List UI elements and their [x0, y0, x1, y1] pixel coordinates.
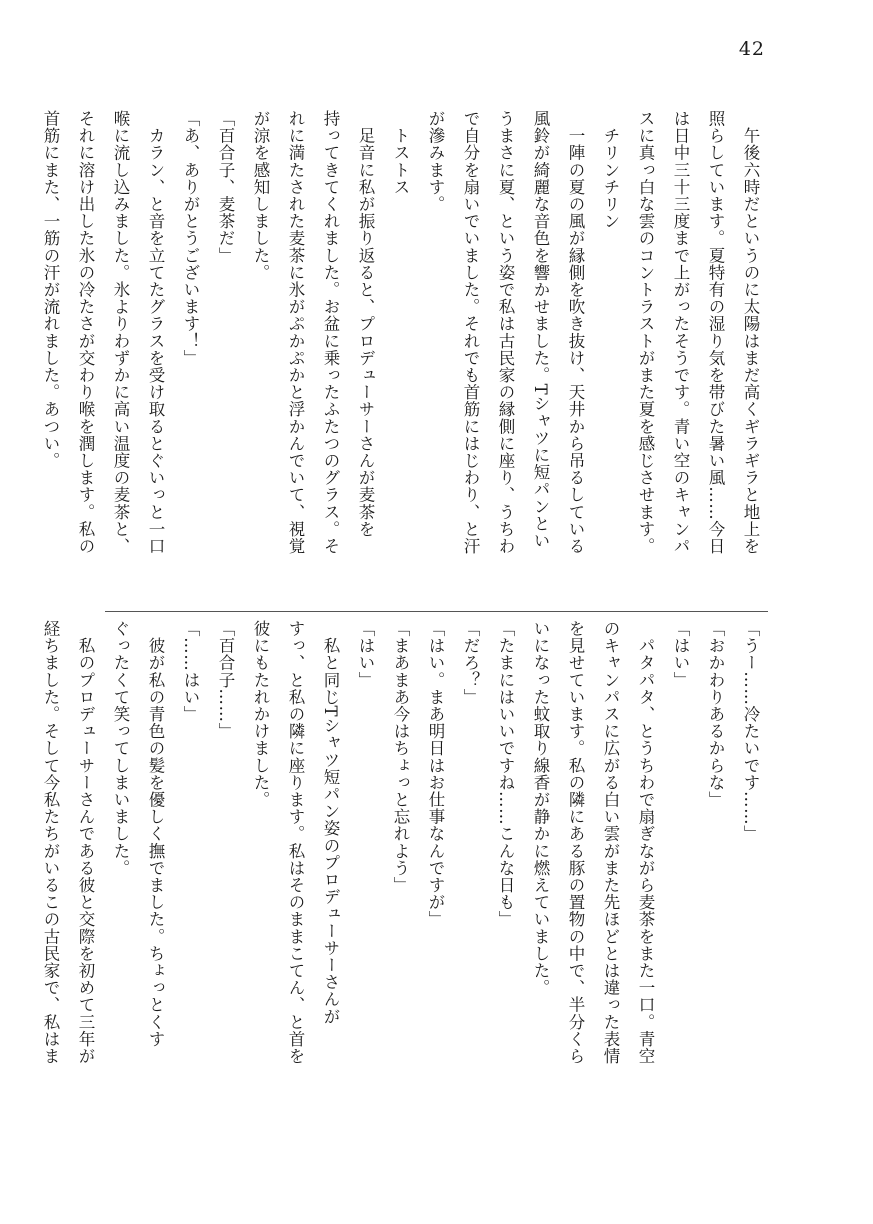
text-line: が涼を感知しました。: [251, 110, 270, 281]
text-line: 「まあまあ今はちょっと忘れよう」: [391, 620, 410, 894]
text-line: 「うー……冷たいです……」: [741, 620, 760, 843]
page-number: 42: [738, 38, 765, 60]
text-line: 経ちました。そして今私たちがいるこの古民家で、私はま: [41, 620, 60, 1065]
text-line: 喉に流し込みました。氷よりわずかに高い温度の麦茶と、: [111, 110, 130, 555]
text-line: 足音に私が振り返ると、プロデューサーさんが麦茶を: [356, 110, 375, 538]
section-divider: [105, 611, 768, 612]
lower-text-block: [41, 620, 768, 1120]
text-line: チリンチリン: [601, 110, 620, 230]
text-line: すっ、と私の隣に座ります。私はそのままこてん、と首を: [286, 620, 305, 1065]
text-line: 照らしています。夏特有の湿り気を帯びた暑い風……今日: [706, 110, 725, 555]
text-line: 「はい。まあ明日はお仕事なんですが」: [426, 620, 445, 928]
text-line: 「百合子、麦茶だ」: [216, 110, 235, 264]
text-line: 風鈴が綺麗な音色を響かせました。Tシャツに短パンとい: [531, 110, 550, 550]
text-line: れに満たされた麦茶に氷がぷかぷかと浮かんでいて、視覚: [286, 110, 305, 555]
text-line: うまさに夏、という姿で私は古民家の縁側に座り、うちわ: [496, 110, 515, 555]
text-line: 私のプロデューサーさんである彼と交際を初めて三年が: [76, 620, 95, 1065]
text-line: 「はい」: [671, 620, 690, 689]
text-line: それに溶け出した氷の冷たさが交わり喉を潤します。私の: [76, 110, 95, 555]
text-line: 「おかわりあるからな」: [706, 620, 725, 809]
text-line: は日中三十三度まで上がったそうです。青い空のキャンパ: [671, 110, 690, 555]
text-line: 一陣の夏の風が縁側を吹き抜け、天井から吊るしている: [566, 110, 585, 555]
text-line: トストス: [391, 110, 410, 196]
text-line: パタパタ、とうちわで扇ぎながら麦茶をまた一口。青空: [636, 620, 655, 1065]
text-line: スに真っ白な雲のコントラストがまた夏を感じさせます。: [636, 110, 655, 555]
text-line: 持ってきてくれました。お盆に乗ったふたつのグラス。そ: [321, 110, 340, 555]
text-line: 「百合子……」: [216, 620, 235, 740]
text-line: 「あ、ありがとうございます！」: [181, 110, 200, 367]
text-line: カラン、と音を立てたグラスを受け取るとぐいっと一口: [146, 110, 165, 555]
text-line: いになった蚊取り線香が静かに燃えていました。: [531, 620, 550, 997]
text-line: 「……はい」: [181, 620, 200, 723]
text-line: を見せています。私の隣にある豚の置物の中で、半分くら: [566, 620, 585, 1065]
text-line: 私と同じTシャツ短パン姿のプロデューサーさんが: [321, 620, 340, 1025]
upper-text-block: [41, 110, 768, 602]
text-line: 「たまにはいいですね……こんな日も」: [496, 620, 515, 928]
text-line: 彼が私の青色の髪を優しく撫でました。ちょっとくす: [146, 620, 165, 1048]
text-line: 彼にもたれかけました。: [251, 620, 270, 809]
text-line: 「はい」: [356, 620, 375, 689]
text-line: 午後六時だというのに太陽はまだ高くギラギラと地上を: [741, 110, 760, 555]
text-line: のキャンパスに広がる白い雲がまた先ほどとは違った表情: [601, 620, 620, 1065]
text-line: 「だろ？」: [461, 620, 480, 706]
text-line: が滲みます。: [426, 110, 445, 213]
text-line: で自分を扇いでいました。それでも首筋にはじわり、と汗: [461, 110, 480, 555]
text-line: ぐったくて笑ってしまいました。: [111, 620, 130, 877]
text-line: 首筋にまた、一筋の汗が流れました。あつい。: [41, 110, 60, 470]
